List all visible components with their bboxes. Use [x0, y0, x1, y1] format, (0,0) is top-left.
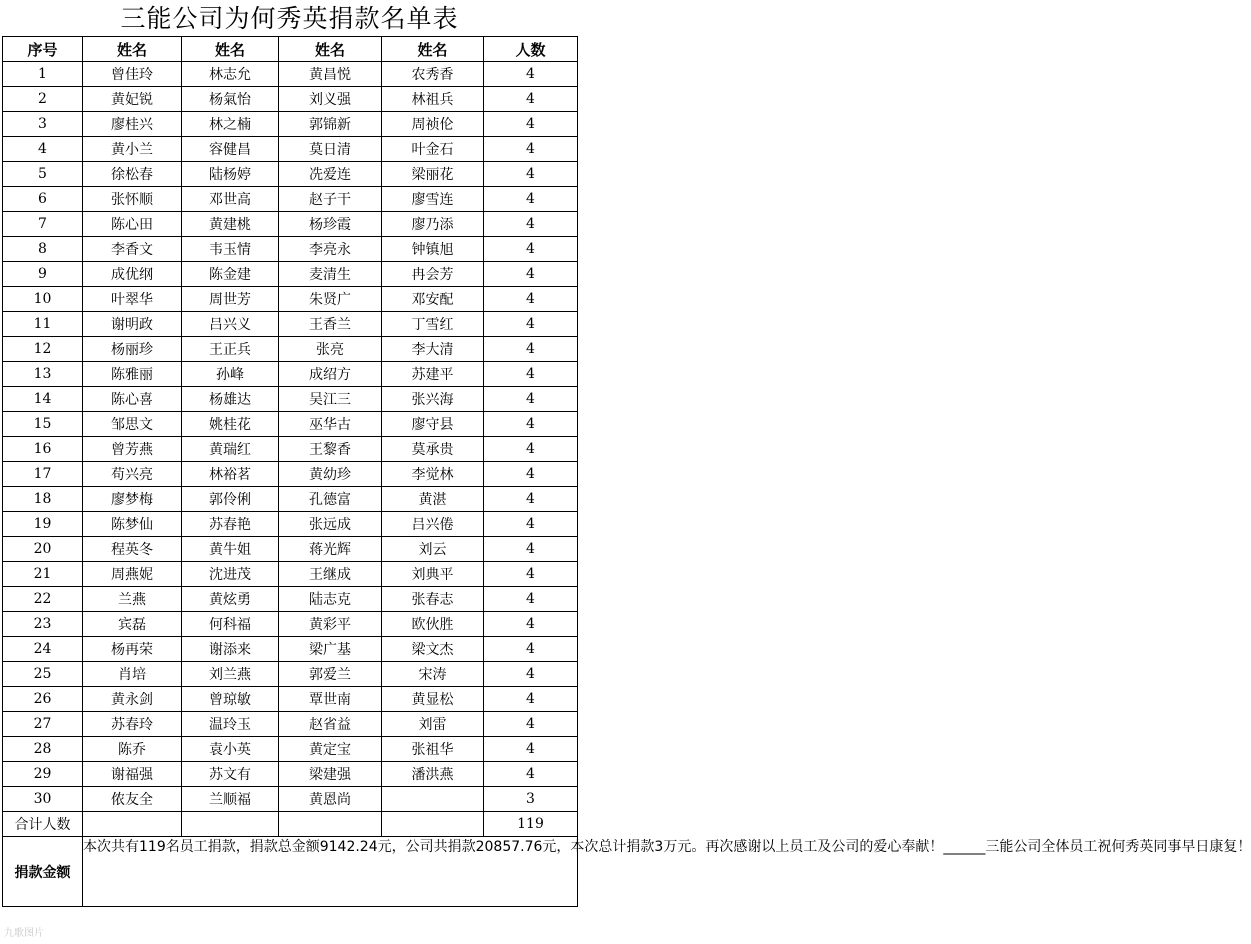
serial-number-cell: 24 [3, 637, 83, 662]
name-cell: 陈梦仙 [83, 512, 182, 537]
name-cell: 曾芳燕 [83, 437, 182, 462]
name-cell: 黄牛姐 [182, 537, 279, 562]
name-cell: 谢福强 [83, 762, 182, 787]
name-cell: 赵省益 [279, 712, 382, 737]
name-cell: 林裕茗 [182, 462, 279, 487]
serial-number-cell: 4 [3, 137, 83, 162]
table-row [3, 87, 578, 112]
serial-number-cell: 21 [3, 562, 83, 587]
total-row [3, 812, 578, 837]
name-cell: 黄彩平 [279, 612, 382, 637]
name-cell: 黄瑞红 [182, 437, 279, 462]
name-cell: 曾佳玲 [83, 62, 182, 87]
table-row [3, 262, 578, 287]
table-row [3, 412, 578, 437]
headcount-cell: 4 [484, 587, 578, 612]
name-cell: 林祖兵 [382, 87, 484, 112]
name-cell: 刘兰燕 [182, 662, 279, 687]
headcount-cell: 4 [484, 337, 578, 362]
name-cell: 莫日清 [279, 137, 382, 162]
table-row [3, 512, 578, 537]
headcount-cell: 4 [484, 762, 578, 787]
name-cell: 张亮 [279, 337, 382, 362]
headcount-cell: 4 [484, 462, 578, 487]
name-cell: 杨雄达 [182, 387, 279, 412]
header-serial-number: 序号 [3, 37, 83, 62]
headcount-cell: 4 [484, 737, 578, 762]
name-cell: 陈金建 [182, 262, 279, 287]
table-body [3, 62, 578, 812]
name-cell: 廖桂兴 [83, 112, 182, 137]
name-cell: 李亮永 [279, 237, 382, 262]
table-row [3, 462, 578, 487]
name-cell: 梁建强 [279, 762, 382, 787]
total-label: 合计人数 [3, 812, 83, 837]
name-cell: 梁广基 [279, 637, 382, 662]
table-row [3, 287, 578, 312]
serial-number-cell: 18 [3, 487, 83, 512]
table-row [3, 212, 578, 237]
name-cell: 韦玉情 [182, 237, 279, 262]
table-row [3, 62, 578, 87]
headcount-cell: 4 [484, 112, 578, 137]
table-row [3, 362, 578, 387]
name-cell: 梁丽花 [382, 162, 484, 187]
serial-number-cell: 29 [3, 762, 83, 787]
name-cell: 邹思文 [83, 412, 182, 437]
name-cell: 邓安配 [382, 287, 484, 312]
serial-number-cell: 14 [3, 387, 83, 412]
name-cell: 刘义强 [279, 87, 382, 112]
name-cell: 张怀顺 [83, 187, 182, 212]
table-row [3, 187, 578, 212]
name-cell: 苏春艳 [182, 512, 279, 537]
name-cell: 廖守县 [382, 412, 484, 437]
name-cell: 刘云 [382, 537, 484, 562]
name-cell: 周世芳 [182, 287, 279, 312]
name-cell: 兰顺福 [182, 787, 279, 812]
table-row [3, 687, 578, 712]
total-empty-cell [83, 812, 182, 837]
name-cell: 吕兴义 [182, 312, 279, 337]
name-cell: 刘典平 [382, 562, 484, 587]
name-cell: 吴江三 [279, 387, 382, 412]
headcount-cell: 4 [484, 212, 578, 237]
table-row [3, 537, 578, 562]
serial-number-cell: 10 [3, 287, 83, 312]
headcount-cell: 4 [484, 662, 578, 687]
name-cell: 陈乔 [83, 737, 182, 762]
name-cell: 冼爱连 [279, 162, 382, 187]
summary-row [3, 837, 578, 907]
name-cell: 谢添来 [182, 637, 279, 662]
name-cell: 陈心田 [83, 212, 182, 237]
name-cell: 周燕妮 [83, 562, 182, 587]
name-cell: 张祖华 [382, 737, 484, 762]
name-cell: 杨再荣 [83, 637, 182, 662]
name-cell: 郭锦新 [279, 112, 382, 137]
name-cell: 陆志克 [279, 587, 382, 612]
name-cell: 孙峰 [182, 362, 279, 387]
table-row [3, 737, 578, 762]
serial-number-cell: 28 [3, 737, 83, 762]
name-cell: 欧伙胜 [382, 612, 484, 637]
headcount-cell: 4 [484, 312, 578, 337]
summary-label: 捐款金额 [3, 837, 83, 907]
serial-number-cell: 26 [3, 687, 83, 712]
serial-number-cell: 2 [3, 87, 83, 112]
name-cell: 宾磊 [83, 612, 182, 637]
serial-number-cell: 20 [3, 537, 83, 562]
watermark: 九歌图片 [4, 928, 44, 939]
table-row [3, 762, 578, 787]
donation-table [2, 36, 1251, 907]
name-cell: 蒋光辉 [279, 537, 382, 562]
name-cell: 陈心喜 [83, 387, 182, 412]
name-cell: 杨珍霞 [279, 212, 382, 237]
name-cell: 郭伶俐 [182, 487, 279, 512]
name-cell: 苟兴亮 [83, 462, 182, 487]
name-cell: 黄恩尚 [279, 787, 382, 812]
serial-number-cell: 7 [3, 212, 83, 237]
name-cell: 王黎香 [279, 437, 382, 462]
name-cell: 林志允 [182, 62, 279, 87]
serial-number-cell: 9 [3, 262, 83, 287]
name-cell: 莫承贵 [382, 437, 484, 462]
name-cell: 容健昌 [182, 137, 279, 162]
serial-number-cell: 23 [3, 612, 83, 637]
name-cell: 邓世高 [182, 187, 279, 212]
serial-number-cell: 11 [3, 312, 83, 337]
serial-number-cell: 25 [3, 662, 83, 687]
name-cell: 沈进茂 [182, 562, 279, 587]
headcount-cell: 4 [484, 537, 578, 562]
name-cell: 程英冬 [83, 537, 182, 562]
serial-number-cell: 22 [3, 587, 83, 612]
name-cell: 兰燕 [83, 587, 182, 612]
name-cell: 黄幼珍 [279, 462, 382, 487]
total-value: 119 [484, 812, 578, 837]
name-cell: 王继成 [279, 562, 382, 587]
table-row [3, 437, 578, 462]
table-row [3, 312, 578, 337]
name-cell: 叶金石 [382, 137, 484, 162]
name-cell: 陈雅丽 [83, 362, 182, 387]
headcount-cell: 4 [484, 187, 578, 212]
name-cell: 孔德富 [279, 487, 382, 512]
name-cell: 潘洪燕 [382, 762, 484, 787]
serial-number-cell: 12 [3, 337, 83, 362]
headcount-cell: 4 [484, 287, 578, 312]
serial-number-cell: 27 [3, 712, 83, 737]
name-cell: 成优纲 [83, 262, 182, 287]
name-cell: 巫华古 [279, 412, 382, 437]
name-cell: 吕兴倦 [382, 512, 484, 537]
serial-number-cell: 8 [3, 237, 83, 262]
serial-number-cell: 6 [3, 187, 83, 212]
name-cell: 丁雪红 [382, 312, 484, 337]
serial-number-cell: 13 [3, 362, 83, 387]
name-cell: 廖乃添 [382, 212, 484, 237]
headcount-cell: 4 [484, 262, 578, 287]
name-cell: 黄显松 [382, 687, 484, 712]
name-cell: 陆杨婷 [182, 162, 279, 187]
name-cell: 苏文有 [182, 762, 279, 787]
serial-number-cell: 19 [3, 512, 83, 537]
serial-number-cell: 1 [3, 62, 83, 87]
name-cell: 肖培 [83, 662, 182, 687]
header-name-1: 姓名 [83, 37, 182, 62]
name-cell: 张远成 [279, 512, 382, 537]
headcount-cell: 3 [484, 787, 578, 812]
name-cell: 袁小英 [182, 737, 279, 762]
name-cell: 曾琼敏 [182, 687, 279, 712]
headcount-cell: 4 [484, 512, 578, 537]
headcount-cell: 4 [484, 712, 578, 737]
name-cell: 何科福 [182, 612, 279, 637]
name-cell: 李大清 [382, 337, 484, 362]
summary-text: 本次共有119名员工捐款，捐款总金额9142.24元，公司共捐款20857.76元，本次总计捐款3万元。再次感谢以上员工及公司的爱心奉献！______三能公司全体员工祝何秀英同事早日康复！ [83, 837, 578, 907]
name-cell: 郭爱兰 [279, 662, 382, 687]
name-cell: 麦清生 [279, 262, 382, 287]
name-cell: 刘雷 [382, 712, 484, 737]
table-row [3, 637, 578, 662]
headcount-cell: 4 [484, 562, 578, 587]
table-row [3, 487, 578, 512]
headcount-cell: 4 [484, 412, 578, 437]
name-cell: 成绍方 [279, 362, 382, 387]
table-row [3, 562, 578, 587]
name-cell: 黄定宝 [279, 737, 382, 762]
headcount-cell: 4 [484, 687, 578, 712]
name-cell: 王正兵 [182, 337, 279, 362]
serial-number-cell: 17 [3, 462, 83, 487]
name-cell [382, 787, 484, 812]
name-cell: 朱贤广 [279, 287, 382, 312]
name-cell: 苏建平 [382, 362, 484, 387]
header-headcount: 人数 [484, 37, 578, 62]
header-name-2: 姓名 [182, 37, 279, 62]
name-cell: 杨丽珍 [83, 337, 182, 362]
total-empty-cell [279, 812, 382, 837]
table-row [3, 587, 578, 612]
serial-number-cell: 16 [3, 437, 83, 462]
name-cell: 钟镇旭 [382, 237, 484, 262]
name-cell: 温玲玉 [182, 712, 279, 737]
serial-number-cell: 5 [3, 162, 83, 187]
name-cell: 黄昌悦 [279, 62, 382, 87]
name-cell: 谢明政 [83, 312, 182, 337]
total-empty-cell [182, 812, 279, 837]
name-cell: 黄建桃 [182, 212, 279, 237]
serial-number-cell: 30 [3, 787, 83, 812]
name-cell: 林之楠 [182, 112, 279, 137]
headcount-cell: 4 [484, 362, 578, 387]
name-cell: 赵子干 [279, 187, 382, 212]
serial-number-cell: 3 [3, 112, 83, 137]
name-cell: 黄小兰 [83, 137, 182, 162]
name-cell: 廖梦梅 [83, 487, 182, 512]
headcount-cell: 4 [484, 237, 578, 262]
name-cell: 覃世南 [279, 687, 382, 712]
headcount-cell: 4 [484, 612, 578, 637]
name-cell: 宋涛 [382, 662, 484, 687]
name-cell: 姚桂花 [182, 412, 279, 437]
name-cell: 农秀香 [382, 62, 484, 87]
table-row [3, 112, 578, 137]
name-cell: 周祯伦 [382, 112, 484, 137]
name-cell: 黄炫勇 [182, 587, 279, 612]
table-row [3, 387, 578, 412]
name-cell: 黄湛 [382, 487, 484, 512]
headcount-cell: 4 [484, 62, 578, 87]
name-cell: 黄妃锐 [83, 87, 182, 112]
headcount-cell: 4 [484, 437, 578, 462]
headcount-cell: 4 [484, 137, 578, 162]
table-row [3, 337, 578, 362]
table-row [3, 787, 578, 812]
total-empty-cell [382, 812, 484, 837]
headcount-cell: 4 [484, 637, 578, 662]
name-cell: 李觉林 [382, 462, 484, 487]
table-row [3, 662, 578, 687]
headcount-cell: 4 [484, 162, 578, 187]
name-cell: 徐松春 [83, 162, 182, 187]
headcount-cell: 4 [484, 487, 578, 512]
name-cell: 黄永剑 [83, 687, 182, 712]
name-cell: 廖雪连 [382, 187, 484, 212]
table-row [3, 712, 578, 737]
name-cell: 王香兰 [279, 312, 382, 337]
name-cell: 张兴海 [382, 387, 484, 412]
table-row [3, 137, 578, 162]
table-row [3, 162, 578, 187]
name-cell: 杨氣怡 [182, 87, 279, 112]
name-cell: 李香文 [83, 237, 182, 262]
name-cell: 梁文杰 [382, 637, 484, 662]
serial-number-cell: 15 [3, 412, 83, 437]
name-cell: 侬友全 [83, 787, 182, 812]
headcount-cell: 4 [484, 87, 578, 112]
header-row [3, 37, 578, 62]
name-cell: 叶翠华 [83, 287, 182, 312]
table-row [3, 612, 578, 637]
name-cell: 张春志 [382, 587, 484, 612]
name-cell: 冉会芳 [382, 262, 484, 287]
table-row [3, 237, 578, 262]
headcount-cell: 4 [484, 387, 578, 412]
header-name-4: 姓名 [382, 37, 484, 62]
page-title: 三能公司为何秀英捐款名单表 [120, 4, 459, 33]
name-cell: 苏春玲 [83, 712, 182, 737]
header-name-3: 姓名 [279, 37, 382, 62]
